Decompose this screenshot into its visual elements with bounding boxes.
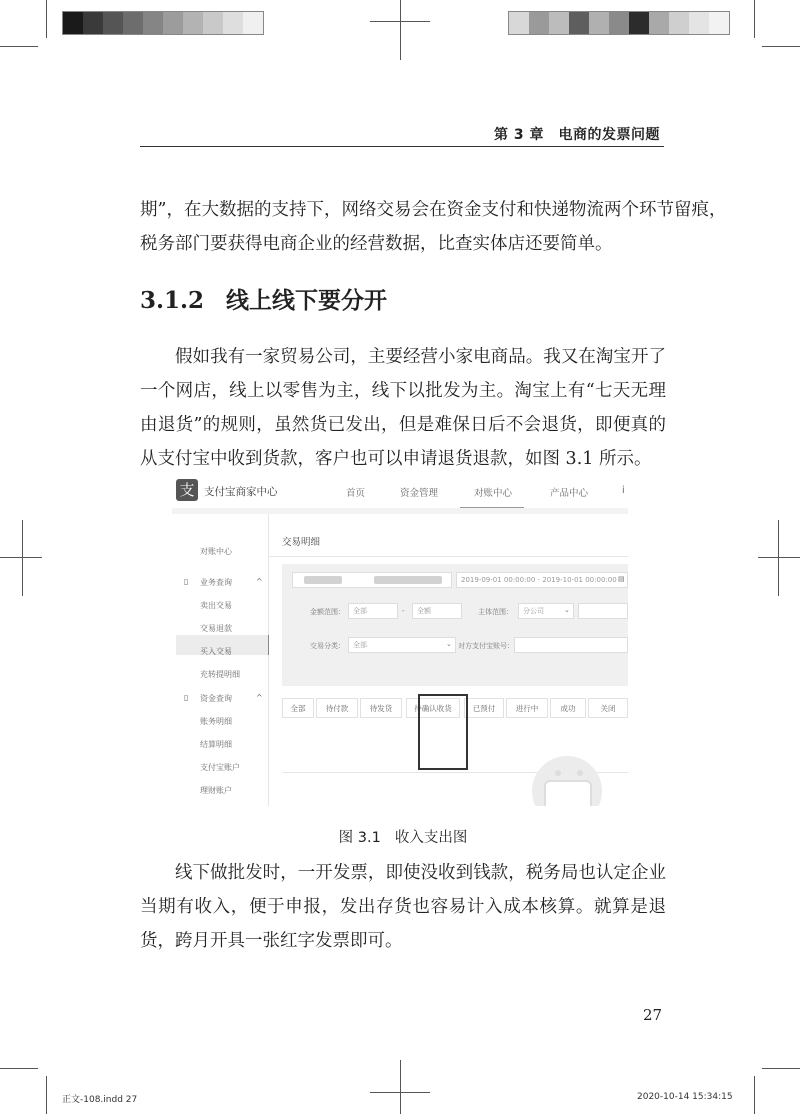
sidebar-group-funds[interactable]: 资金查询 (200, 694, 232, 703)
sidebar-item-accounts[interactable]: 账务明细 (200, 717, 232, 726)
registration-mark (758, 557, 800, 558)
amount-separator: - (402, 607, 405, 615)
filter-panel (282, 564, 628, 686)
color-swatch (689, 12, 709, 34)
header-rule (140, 146, 664, 147)
category-select[interactable]: 全部 (348, 637, 456, 653)
alipay-logo-icon: 支 (176, 479, 198, 501)
tab-pending-payment[interactable]: 待付款 (316, 698, 358, 718)
tab-in-progress[interactable]: 进行中 (506, 698, 548, 718)
chevron-down-icon: ⌄ (446, 640, 452, 648)
sidebar-item-refund[interactable]: 交易退款 (200, 624, 232, 633)
print-slug-date: 2020-10-14 15:34:15 (637, 1092, 733, 1102)
color-swatch (103, 12, 123, 34)
color-swatch (163, 12, 183, 34)
redacted-text (374, 576, 442, 584)
caption-number: 图 3.1 (338, 830, 381, 846)
registration-mark (370, 21, 430, 22)
color-bar-left (62, 11, 264, 35)
crop-mark (754, 1076, 755, 1114)
page-number: 27 (643, 1006, 663, 1024)
illustration-detail (555, 770, 561, 776)
color-swatch (589, 12, 609, 34)
crop-mark (0, 46, 38, 47)
amount-label: 金额范围： (310, 608, 345, 616)
crop-mark (0, 1068, 38, 1069)
subject-select[interactable]: 分公司 (518, 603, 574, 619)
doc-icon: ▯ (184, 693, 189, 702)
sidebar-header: 对账中心 (200, 547, 232, 556)
crop-mark (762, 1068, 800, 1069)
top-nav-bar (172, 474, 628, 509)
tab-pending-receipt[interactable]: 待确认收货 (406, 698, 460, 718)
color-swatch (223, 12, 243, 34)
paragraph-line: 期”，在大数据的支持下，网络交易会在资金支付和快递物流两个环节留痕， (140, 200, 727, 220)
registration-mark (400, 0, 401, 60)
color-swatch (509, 12, 529, 34)
sidebar-item-transfers[interactable]: 充转提明细 (200, 670, 240, 679)
color-swatch (629, 12, 649, 34)
tab-pending-shipment[interactable]: 待发货 (360, 698, 402, 718)
print-slug-file: 正文-108.indd 27 (62, 1095, 138, 1105)
subject-label: 主体范围： (478, 608, 513, 616)
registration-mark (370, 1092, 430, 1093)
sidebar (172, 514, 269, 806)
sidebar-item-bought[interactable]: 买入交易 (200, 647, 232, 656)
color-swatch (63, 12, 83, 34)
calendar-icon: ▤ (618, 575, 625, 583)
sidebar-item-alipay-account[interactable]: 支付宝账户 (200, 763, 240, 772)
color-swatch (709, 12, 729, 34)
color-swatch (183, 12, 203, 34)
crop-mark (46, 1076, 47, 1114)
paragraph: 假如我有一家贸易公司，主要经营小家电商品。我又在淘宝开了一个网店，线上以零售为主，线下以批发为主。淘宝上有“七天无理由退货”的规则，虽然货已发出，但是难保日后不会退货，即便真的从支付宝中收到货款，客户也可以申请退货退款，如图 3.1 所示。 (140, 347, 666, 469)
color-swatch (669, 12, 689, 34)
color-swatch (549, 12, 569, 34)
color-swatch (203, 12, 223, 34)
sidebar-item-wealth[interactable]: 理财账户 (200, 786, 232, 795)
chevron-down-icon: ⌄ (564, 606, 570, 614)
sidebar-item-sold[interactable]: 卖出交易 (200, 601, 232, 610)
registration-mark (400, 1060, 401, 1114)
caption-text: 收入支出图 (394, 830, 468, 846)
paragraph-line: 税务部门要获得电商企业的经营数据，比查实体店还要简单。 (140, 234, 613, 254)
color-bar-right (508, 11, 730, 35)
crop-mark (762, 46, 800, 47)
color-swatch (123, 12, 143, 34)
crop-mark (46, 0, 47, 38)
amount-from-input[interactable]: 全部 (348, 603, 398, 619)
section-title-text: 线上线下要分开 (226, 287, 388, 314)
paragraph-continued (140, 193, 727, 261)
figure-caption (140, 826, 666, 847)
color-swatch (83, 12, 103, 34)
nav-item-reconciliation[interactable]: 对账中心 (474, 488, 513, 499)
amount-to-input[interactable]: 全额 (412, 603, 462, 619)
brand-name: 支付宝商家中心 (204, 486, 278, 498)
color-swatch (529, 12, 549, 34)
nav-item-truncated[interactable]: i (622, 485, 625, 496)
section-number: 3.1.2 (140, 287, 205, 314)
nav-item-home[interactable]: 首页 (346, 488, 366, 499)
registration-mark (22, 520, 23, 596)
chevron-up-icon[interactable]: ^ (256, 577, 263, 586)
color-swatch (649, 12, 669, 34)
sidebar-group-business[interactable]: 业务查询 (200, 578, 232, 587)
tab-prepaid[interactable]: 已预付 (464, 698, 504, 718)
date-range-input[interactable]: 2019-09-01 00:00:00 - 2019-10-01 00:00:00 (456, 572, 628, 588)
divider (269, 556, 628, 557)
running-head: 第 3 章 电商的发票问题 (494, 127, 660, 143)
nav-item-funds[interactable]: 资金管理 (400, 488, 439, 499)
illustration-detail (577, 770, 583, 776)
color-swatch (243, 12, 263, 34)
chevron-up-icon[interactable]: ^ (256, 693, 263, 702)
counterparty-label: 对方支付宝账号： (458, 642, 514, 650)
main-title: 交易明细 (282, 537, 321, 548)
registration-mark (778, 520, 779, 596)
redacted-text (304, 576, 342, 584)
category-label: 交易分类： (310, 642, 345, 650)
section-heading (140, 282, 387, 315)
registration-mark (0, 557, 42, 558)
figure-screenshot (172, 474, 628, 806)
sidebar-item-settlement[interactable]: 结算明细 (200, 740, 232, 749)
illustration-detail (544, 780, 592, 806)
highlight-box (418, 694, 468, 770)
paragraph: 线下做批发时，一开发票，即使没收到钱款，税务局也认定企业当期有收入，便于申报，发出存货也容易计入成本核算。就算是退货，跨月开具一张红字发票即可。 (140, 863, 666, 951)
doc-icon: ▯ (184, 577, 189, 586)
tab-success[interactable]: 成功 (550, 698, 586, 718)
tab-closed[interactable]: 关闭 (588, 698, 628, 718)
color-swatch (609, 12, 629, 34)
color-swatch (143, 12, 163, 34)
color-swatch (569, 12, 589, 34)
nav-item-products[interactable]: 产品中心 (550, 488, 589, 499)
subject-detail-select[interactable] (578, 603, 628, 619)
tab-all[interactable]: 全部 (282, 698, 314, 718)
crop-mark (754, 0, 755, 38)
counterparty-input[interactable] (514, 637, 628, 653)
